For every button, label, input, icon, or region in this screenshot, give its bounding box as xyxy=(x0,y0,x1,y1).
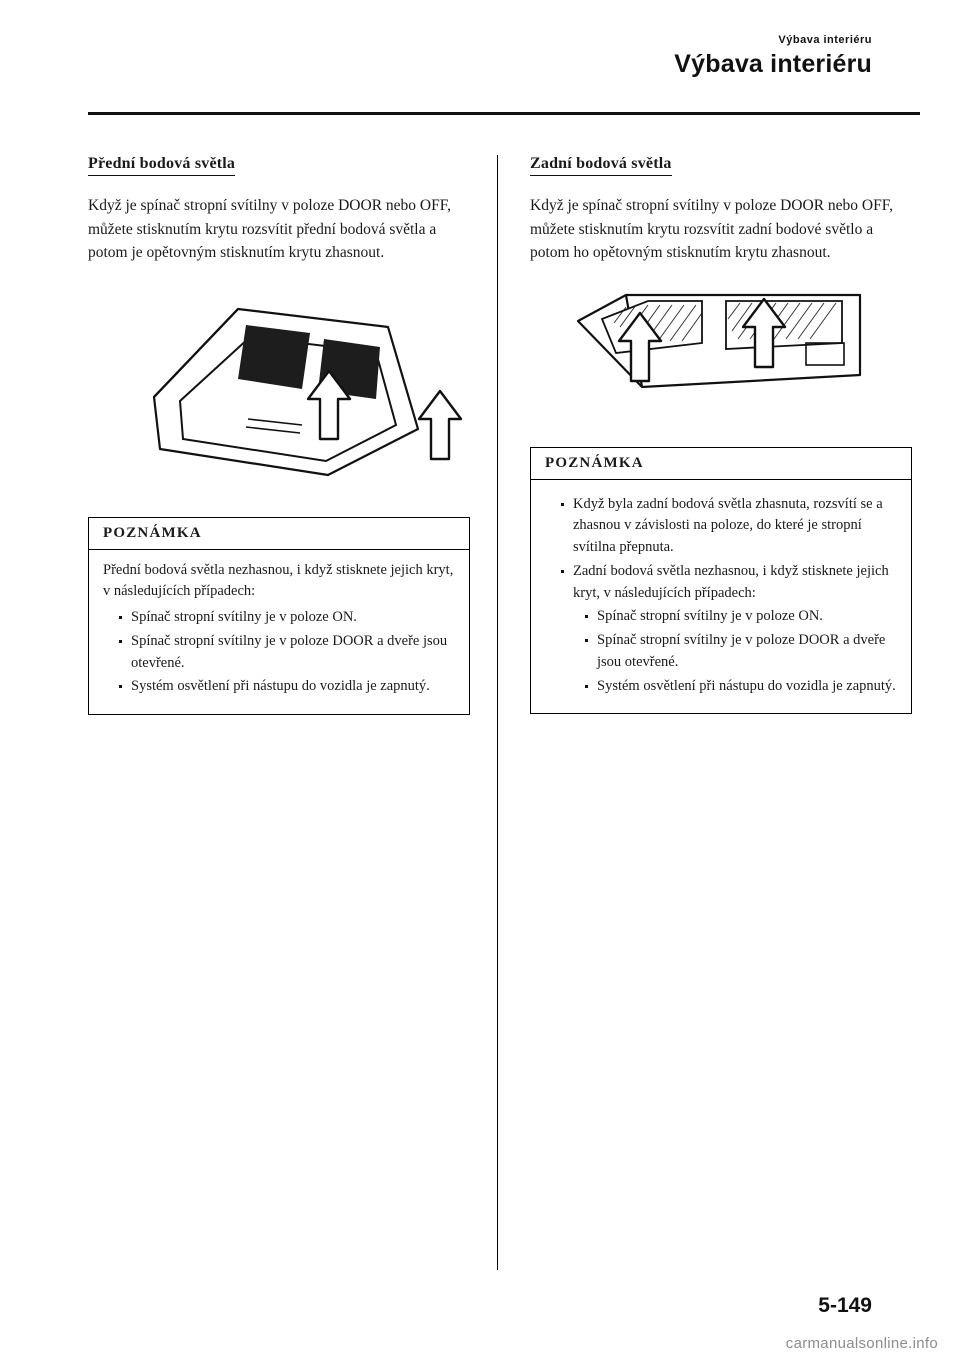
right-section-paragraph: Když je spínač stropní svítilny v poloze DOOR nebo OFF, můžete stisknutím krytu rozsvítit zadní bodové světlo a potom ho opětovným stisknutím krytu zhasnout. xyxy=(530,197,893,262)
list-item: Spínač stropní svítilny je v poloze ON. xyxy=(117,607,455,629)
left-column xyxy=(88,155,470,715)
left-section-title: Přední bodová světla xyxy=(88,155,235,176)
list-item: Když byla zadní bodová světla zhasnuta, rozsvítí se a zhasnou v závislosti na poloze, do které je stropní svítilna přepnuta. xyxy=(559,494,897,559)
header-chapter-title: Výbava interiéru xyxy=(674,50,872,78)
list-item: Spínač stropní svítilny je v poloze DOOR a dveře jsou otevřené. xyxy=(117,631,455,675)
page-number: 5-149 xyxy=(818,1294,872,1317)
front-spotlights-illustration xyxy=(88,279,470,499)
list-item-text: Zadní bodová světla nezhasnou, i když stisknete jejich kryt, v následujících případech: xyxy=(573,562,889,601)
list-item: Spínač stropní svítilny je v poloze ON. xyxy=(583,606,897,628)
left-note-bullet-list xyxy=(103,607,455,698)
left-section-paragraph: Když je spínač stropní svítilny v poloze DOOR nebo OFF, můžete stisknutím krytu rozsvítit přední bodová světla a potom je opětovným stisknutím krytu zhasnout. xyxy=(88,197,451,262)
list-item xyxy=(559,561,897,698)
left-note-box xyxy=(88,517,470,716)
right-note-bullet-list xyxy=(545,494,897,698)
right-section-title: Zadní bodová světla xyxy=(530,155,672,176)
left-note-intro: Přední bodová světla nezhasnou, i když stisknete jejich kryt, v následujících případech: xyxy=(103,561,454,600)
right-note-title: POZNÁMKA xyxy=(531,448,911,480)
left-note-body xyxy=(89,550,469,715)
column-divider xyxy=(497,155,498,1270)
list-item: Systém osvětlení při nástupu do vozidla je zapnutý. xyxy=(117,676,455,698)
right-note-body xyxy=(531,480,911,714)
right-note-sub-bullet-list xyxy=(573,606,897,697)
rear-spotlights-illustration xyxy=(530,279,912,429)
header-divider-rule xyxy=(88,112,920,115)
list-item: Systém osvětlení při nástupu do vozidla je zapnutý. xyxy=(583,676,897,698)
page-header xyxy=(674,34,872,79)
right-column xyxy=(530,155,912,714)
left-note-title: POZNÁMKA xyxy=(89,518,469,550)
header-eyebrow: Výbava interiéru xyxy=(778,34,872,46)
list-item: Spínač stropní svítilny je v poloze DOOR a dveře jsou otevřené. xyxy=(583,630,897,674)
site-watermark: carmanualsonline.info xyxy=(785,1335,938,1352)
right-note-box xyxy=(530,447,912,715)
